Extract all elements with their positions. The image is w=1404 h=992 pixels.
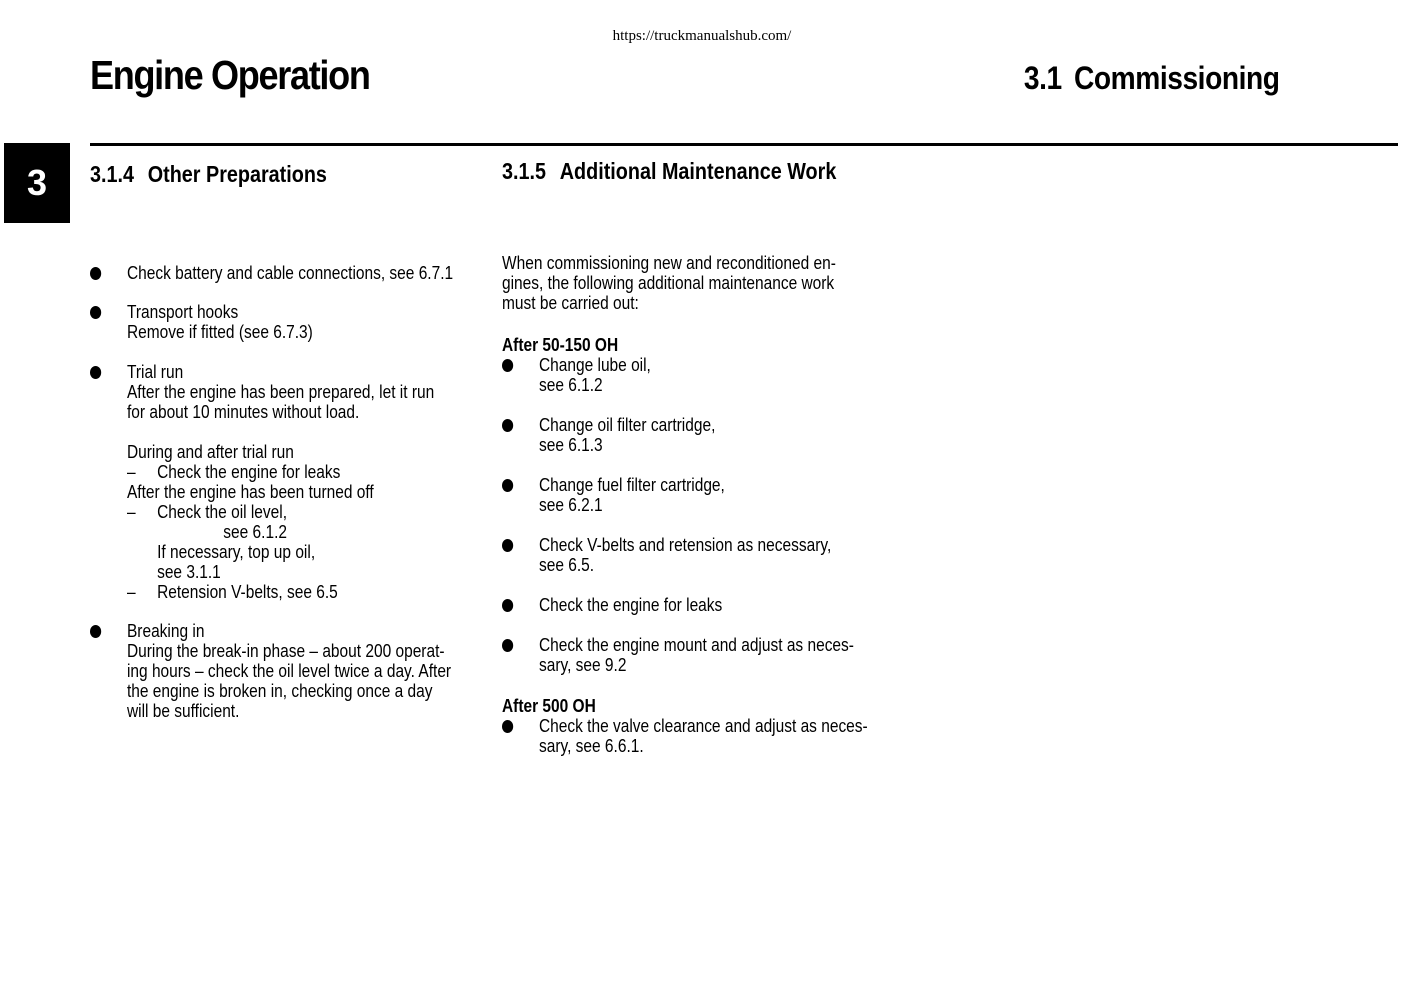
list-item-vbelts [502,535,869,575]
list-item-transport-hooks [90,302,458,342]
subheading-after-500: After 500 OH [502,696,596,716]
item-text: Change oil filter cartridge, [538,415,716,435]
heading-number: 3.1.4 [90,161,134,187]
bullet-icon [90,306,101,319]
item-text: see 6.5. [538,555,595,575]
section-name: Commissioning [1073,60,1279,96]
left-column [90,160,458,721]
bullet-icon [502,419,513,432]
heading-text: Other Preparations [147,161,327,187]
item-subtitle: During and after trial run [126,442,294,462]
chapter-number: 3 [26,162,48,203]
item-text: Check the valve clearance and adjust as neces- [538,716,868,736]
dash-item-leaks [127,462,458,482]
dash-item-vbelts [127,582,458,602]
list-item-battery [90,263,458,283]
heading-other-preparations [90,160,458,188]
chapter-tab [4,143,70,223]
item-text: Check the engine for leaks [538,595,723,615]
right-column [502,157,869,756]
bullet-icon [90,366,101,379]
item-text: Check V-belts and retension as necessary, [538,535,832,555]
item-text: ing hours – check the oil level twice a day. After [126,661,452,681]
bullet-icon [502,359,513,372]
heading-number: 3.1.5 [502,158,546,184]
item-title: Trial run [126,362,184,382]
dash-text: Check the oil level, [157,502,288,522]
item-text: for about 10 minutes without load. [126,402,360,422]
dash-item-oil-level [127,502,458,522]
list-item-fuel-filter [502,475,869,515]
item-text: After the engine has been prepared, let it run [126,382,435,402]
item-text: sary, see 6.6.1. [538,736,644,756]
bullet-icon [502,479,513,492]
list-item-breaking-in [90,621,458,721]
dash-text: Retension V-belts, see 6.5 [157,582,338,602]
spacer [127,422,458,442]
item-text: Change lube oil, [538,355,651,375]
section-number: 3.1 [1023,60,1062,96]
dash-marker: – [126,462,136,482]
intro-paragraph [502,253,869,313]
bullet-icon [502,599,513,612]
item-subtitle: After the engine has been turned off [126,482,374,502]
intro-text: When commissioning new and reconditioned en- [502,253,836,273]
bullet-icon [502,639,513,652]
item-title: Transport hooks [126,302,239,322]
item-title: Breaking in [126,621,205,641]
item-text: the engine is broken in, checking once a day [126,681,433,701]
item-text: sary, see 9.2 [538,655,627,675]
list-item-lube-oil [502,355,869,395]
list-item-trial-run [90,362,458,602]
item-text: see 6.1.2 [223,522,287,542]
item-text: see 6.1.2 [538,375,603,395]
bullet-icon [90,625,101,638]
item-text: During the break-in phase – about 200 operat- [126,641,445,661]
list-item-valve-clearance [502,716,869,756]
heading-text: Additional Maintenance Work [559,158,837,184]
subheading-after-50-150: After 50-150 OH [502,335,619,355]
dash-marker: – [126,582,136,602]
header-rule [90,143,1398,146]
bullet-icon [502,539,513,552]
list-item-oil-filter [502,415,869,455]
item-text: see 3.1.1 [157,562,221,582]
page-title: Engine Operation [90,52,370,98]
intro-text: gines, the following additional maintenance work [502,273,835,293]
list-item-leaks [502,595,869,615]
source-url: https://truckmanualshub.com/ [612,28,792,44]
bullet-icon [90,267,101,280]
intro-text: must be carried out: [502,293,639,313]
list-item-engine-mount [502,635,869,675]
item-text: Remove if fitted (see 6.7.3) [126,322,313,342]
bullet-icon [502,720,513,733]
item-text: Check battery and cable connections, see 6.7.1 [126,263,454,283]
item-text: see 6.1.3 [538,435,603,455]
item-text: If necessary, top up oil, [157,542,316,562]
item-text: Change fuel filter cartridge, [538,475,725,495]
item-text: see 6.2.1 [538,495,603,515]
dash-text: Check the engine for leaks [157,462,341,482]
dash-marker: – [126,502,136,522]
item-text: Check the engine mount and adjust as neces- [538,635,854,655]
item-text: will be sufficient. [126,701,240,721]
heading-additional-maintenance [502,157,869,185]
section-title [1023,60,1279,97]
